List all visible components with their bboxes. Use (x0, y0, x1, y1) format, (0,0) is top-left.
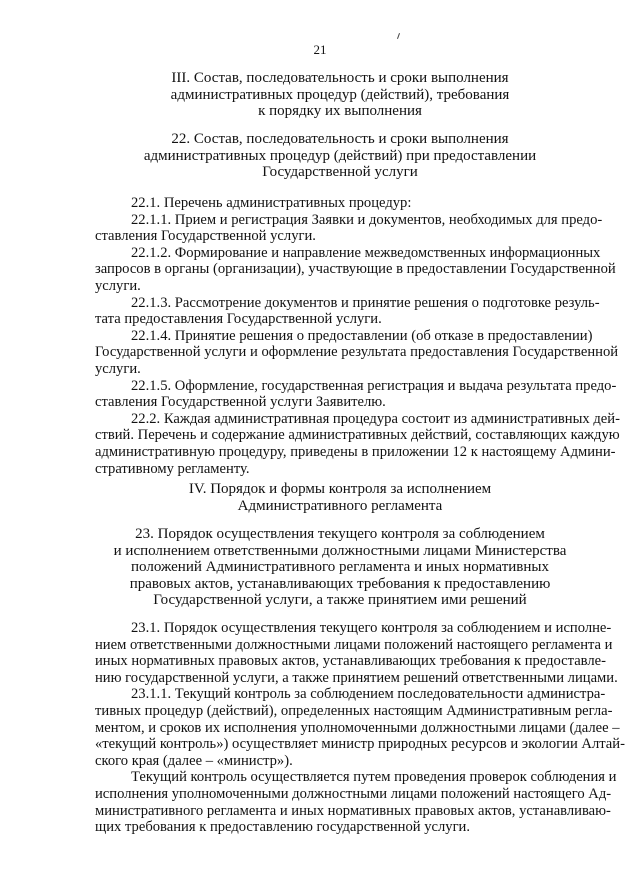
paragraph-line: Текущий контроль осуществляется путем проведения проверок соблюдения и (131, 769, 617, 786)
subsection-22-heading (80, 131, 600, 181)
paragraph-line: Государственной услуги и оформление результата предоставления Государственной (95, 344, 619, 361)
heading-line: к порядку их выполнения (258, 103, 422, 119)
paragraph-line: стративному регламенту. (95, 460, 250, 477)
paragraph-line: 23.1.1. Текущий контроль за соблюдением последовательности администра- (131, 686, 606, 703)
heading-line: административных процедур (действий), требования (170, 86, 510, 103)
paragraph-line: «текущий контроль») осуществляет министр природных ресурсов и экологии Алтай- (95, 736, 625, 753)
heading-line: 22. Состав, последовательность и сроки выполнения (171, 131, 509, 147)
heading-line: Государственной услуги, а также принятием ими решений (153, 592, 527, 608)
paragraph-line: 22.1.3. Рассмотрение документов и принятие решения о подготовке резуль- (131, 294, 600, 311)
paragraph-line: тивных процедур (действий), определенных настоящим Административным регла- (95, 702, 613, 719)
heading-line: положений Административного регламента и иных нормативных (131, 559, 549, 575)
paragraph-line: запросов в органы (организации), участвующие в предоставлении Государственной (95, 261, 616, 278)
paragraph-line: 22.2. Каждая административная процедура состоит из административных дей- (131, 410, 620, 427)
paragraph-line: ставления Государственной услуги. (95, 228, 316, 245)
paragraph-line: министративного регламента и иных нормативных правовых актов, устанавливаю- (95, 802, 611, 819)
section-3-heading (80, 70, 600, 120)
heading-line: IV. Порядок и формы контроля за исполнением (188, 481, 492, 497)
heading-line: правовых актов, устанавливающих требования к предоставлению (129, 575, 551, 592)
heading-line: и исполнением ответственными должностными лицами Министерства (113, 542, 567, 559)
paragraph-line: 22.1.4. Принятие решения о предоставлении (об отказе в предоставлении) (131, 327, 593, 344)
heading-line: Государственной услуги (262, 164, 418, 180)
heading-line: 23. Порядок осуществления текущего контроля за соблюдением (135, 526, 545, 542)
subsection-23-heading (80, 526, 600, 609)
paragraph-line: ствий. Перечень и содержание административных действий, составляющих каждую (95, 427, 620, 444)
paragraph-line: тата предоставления Государственной услуги. (95, 311, 382, 328)
paragraph-line: услуги. (95, 360, 141, 377)
paragraph-line: 23.1. Порядок осуществления текущего контроля за соблюдением и исполне- (131, 620, 612, 636)
paragraph-line: щих требования к предоставлению государственной услуги. (95, 819, 471, 836)
paragraph-line: ставления Государственной услуги Заявителю. (95, 394, 386, 411)
scan-artifact-mark (397, 33, 400, 39)
heading-line: III. Состав, последовательность и сроки выполнения (171, 70, 509, 86)
paragraph-line: исполнения уполномоченными должностными лицами положений настоящего Ад- (95, 785, 612, 802)
paragraph-block-23 (95, 620, 625, 836)
paragraph-line: 22.1.1. Прием и регистрация Заявки и документов, необходимых для предо- (131, 211, 603, 228)
paragraph-line: услуги. (95, 277, 141, 294)
paragraph-line: административную процедуру, приведены в приложении 12 к настоящему Админи- (95, 443, 616, 460)
paragraph-line: нию государственной услуги, а также принятием решений ответственными лицами. (95, 669, 618, 686)
paragraph-block-22 (95, 195, 620, 477)
paragraph-line: 22.1. Перечень административных процедур: (131, 195, 412, 211)
paragraph-line: ского края (далее – «министр»). (95, 752, 293, 769)
paragraph-line: 22.1.5. Оформление, государственная регистрация и выдача результата предо- (131, 377, 617, 394)
paragraph-line: 22.1.2. Формирование и направление межведомственных информационных (131, 244, 601, 261)
paragraph-line: иных нормативных правовых актов, устанавливающих требования к предоставле- (95, 653, 606, 670)
section-4-heading (80, 481, 600, 514)
heading-line: административных процедур (действий) при предоставлении (143, 147, 537, 164)
paragraph-line: нием ответственными должностными лицами положений настоящего регламента и (95, 636, 613, 653)
heading-line: Административного регламента (237, 497, 443, 514)
paragraph-line: ментом, и сроков их исполнения уполномоченными должностными лицами (далее – (95, 719, 620, 736)
page-number: 21 (313, 42, 327, 57)
